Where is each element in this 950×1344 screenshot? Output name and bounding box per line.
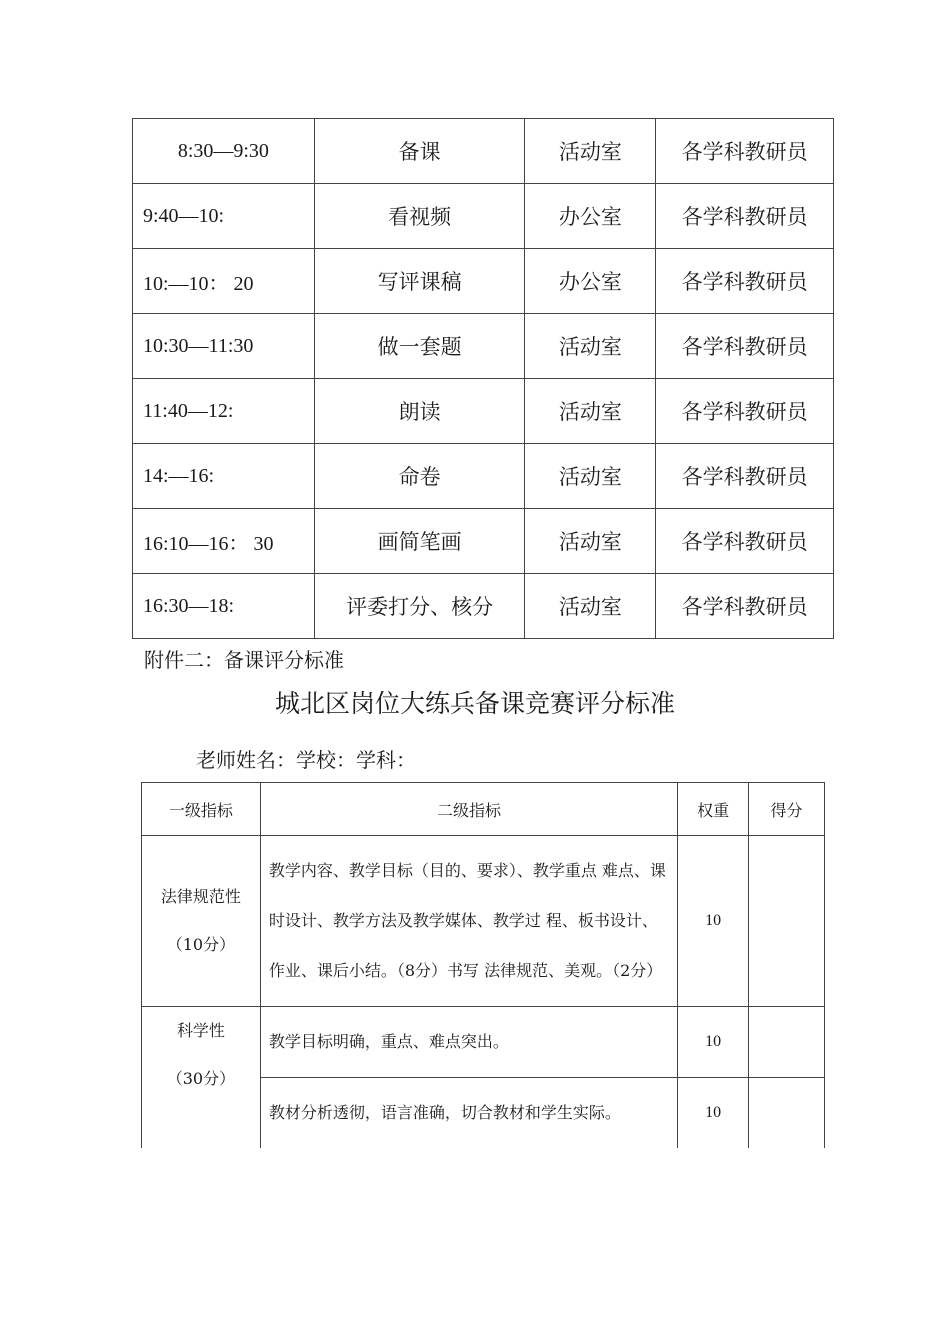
schedule-time: 9:40—10: xyxy=(133,184,315,249)
category-points: （10分） xyxy=(166,935,236,954)
schedule-place: 活动室 xyxy=(525,444,656,509)
schedule-time: 16:30—18: xyxy=(133,574,315,639)
schedule-time: 8:30—9:30 xyxy=(133,119,315,184)
schedule-activity: 评委打分、核分 xyxy=(314,574,525,639)
schedule-time: 16:10—16： 30 xyxy=(133,509,315,574)
schedule-people: 各学科教研员 xyxy=(656,249,834,314)
criterion-description: 教学内容、教学目标（目的、要求）、教学重点 难点、课时设计、教学方法及教学媒体、教学过 程、板书设计、作业、课后小结。（8分）书写 法律规范、美观。（2分） xyxy=(260,836,677,1007)
header-weight: 权重 xyxy=(678,783,749,836)
scoring-row xyxy=(142,836,825,1007)
schedule-activity: 画简笔画 xyxy=(314,509,525,574)
schedule-row xyxy=(133,509,834,574)
schedule-time: 10:30—11:30 xyxy=(133,314,315,379)
score-cell xyxy=(749,1007,825,1078)
scoring-row xyxy=(142,1007,825,1078)
page-title: 城北区岗位大练兵备课竞赛评分标准 xyxy=(274,689,675,718)
scoring-table xyxy=(141,782,825,1148)
schedule-people: 各学科教研员 xyxy=(656,509,834,574)
schedule-people: 各学科教研员 xyxy=(656,574,834,639)
schedule-activity: 看视频 xyxy=(314,184,525,249)
category-name: 法律规范性 xyxy=(160,887,241,906)
schedule-row xyxy=(133,119,834,184)
score-cell xyxy=(749,836,825,1007)
schedule-place: 办公室 xyxy=(525,249,656,314)
header-level2: 二级指标 xyxy=(260,783,677,836)
teacher-info-line: 老师姓名：学校：学科： xyxy=(196,748,416,772)
scoring-header-row xyxy=(142,783,825,836)
category-cell xyxy=(142,836,261,1007)
schedule-row xyxy=(133,574,834,639)
criterion-description: 教材分析透彻，语言准确，切合教材和学生实际。 xyxy=(260,1078,677,1149)
schedule-place: 活动室 xyxy=(525,574,656,639)
schedule-place: 活动室 xyxy=(525,119,656,184)
schedule-activity: 写评课稿 xyxy=(314,249,525,314)
schedule-place: 活动室 xyxy=(525,314,656,379)
header-level1: 一级指标 xyxy=(142,783,261,836)
schedule-activity: 命卷 xyxy=(314,444,525,509)
score-cell xyxy=(749,1078,825,1149)
attachment-label: 附件二：备课评分标准 xyxy=(144,648,344,672)
schedule-time: 14:—16: xyxy=(133,444,315,509)
criterion-weight: 10 xyxy=(678,836,749,1007)
criterion-weight: 10 xyxy=(678,1078,749,1149)
schedule-row xyxy=(133,249,834,314)
schedule-place: 活动室 xyxy=(525,509,656,574)
category-points: （30分） xyxy=(166,1069,236,1088)
schedule-activity: 做一套题 xyxy=(314,314,525,379)
schedule-people: 各学科教研员 xyxy=(656,444,834,509)
criterion-weight: 10 xyxy=(678,1007,749,1078)
schedule-place: 办公室 xyxy=(525,184,656,249)
schedule-people: 各学科教研员 xyxy=(656,314,834,379)
schedule-row xyxy=(133,314,834,379)
schedule-place: 活动室 xyxy=(525,379,656,444)
schedule-table xyxy=(132,118,834,639)
category-cell xyxy=(142,1007,261,1149)
schedule-time: 10:—10： 20 xyxy=(133,249,315,314)
schedule-row xyxy=(133,184,834,249)
schedule-people: 各学科教研员 xyxy=(656,184,834,249)
schedule-row xyxy=(133,379,834,444)
category-name: 科学性 xyxy=(176,1021,225,1040)
schedule-row xyxy=(133,444,834,509)
schedule-activity: 朗读 xyxy=(314,379,525,444)
header-score: 得分 xyxy=(749,783,825,836)
schedule-people: 各学科教研员 xyxy=(656,119,834,184)
schedule-time: 11:40—12: xyxy=(133,379,315,444)
criterion-description: 教学目标明确，重点、难点突出。 xyxy=(260,1007,677,1078)
schedule-people: 各学科教研员 xyxy=(656,379,834,444)
schedule-activity: 备课 xyxy=(314,119,525,184)
